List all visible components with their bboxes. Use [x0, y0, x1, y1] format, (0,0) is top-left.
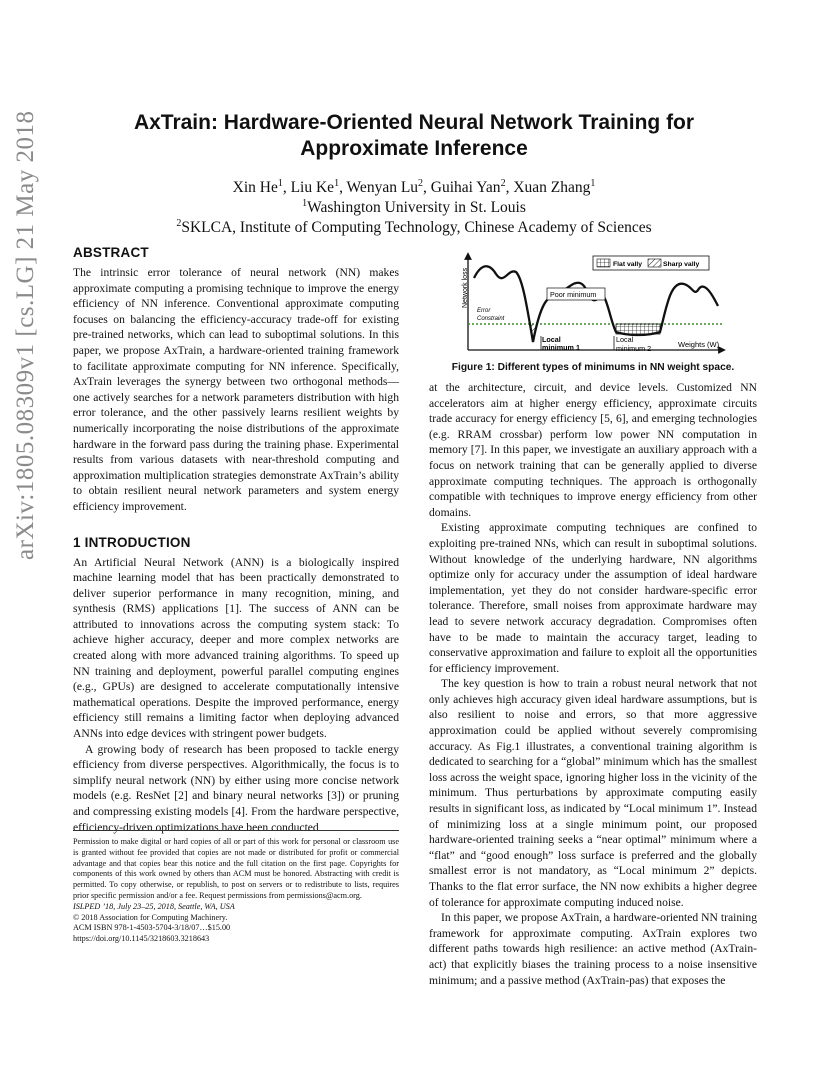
error-constraint-label-2: Constraint [477, 316, 505, 322]
author-affiliation-mark: 1 [334, 177, 340, 189]
figure-1 [460, 250, 730, 358]
sharp-valley-swatch [648, 259, 661, 267]
author-name: Xin He [232, 179, 278, 196]
right-column [429, 380, 757, 988]
author-affiliation-mark: 1 [277, 177, 283, 189]
flat-valley-hatch [616, 324, 660, 334]
x-axis-label: Weights (W) [678, 340, 720, 349]
y-axis-label: Network loss [462, 267, 469, 308]
right-paragraph-1: Existing approximate computing techniques are confined to exploiting pre-trained NNs, which can result in suboptimal solutions. Without knowledge of the underlying hardware, NN algorithms optimize only for accuracy under the assumption of ideal hardware implementation, yet they do not consider hardware-specific error tolerance. Therefore, small noises from approximate hardware may lead to severe network accuracy degradation. Compromises often have to be made to maintain the accuracy target, leading to conservative approximation and failure to exploit all the opportunities for efficiency improvement. [429, 521, 757, 675]
loss-curve [474, 266, 718, 342]
author-affiliation-mark: 2 [500, 177, 506, 189]
author-affiliation-mark: 1 [590, 177, 596, 189]
abstract-text: The intrinsic error tolerance of neural network (NN) makes approximate computing a promising technique to improve the energy efficiency of NN inference. Conventional approximate computing focuses on balancing the efficiency-accuracy trade-off for existing pre-trained networks, which can lead to suboptimal solutions. In this paper, we propose AxTrain, a hardware-oriented training framework to facilitate approximate computing for NN inference. Specifically, AxTrain leverages the synergy between two orthogonal methods—one actively searches for a network parameters distribution with high error tolerance, and the other passively learns resilient weights by numerically incorporating the noise distributions of the approximate hardware in the forward pass during the training phase. Experimental results from various datasets with near-threshold computing and approximation multiplication strategies demonstrate AxTrain’s ability to obtain resilient neural network parameters and system energy efficiency improvement. [73, 266, 399, 513]
left-column [73, 245, 399, 835]
footnote-rule [73, 830, 399, 831]
abstract-heading: ABSTRACT [73, 245, 149, 260]
right-paragraph-continuation: at the architecture, circuit, and device levels. Customized NN accelerators aim at higher energy efficiency, approximate circuits trade accuracy for energy efficiency [5, 6], and emerging technologies (e.g. RRAM crossbar) perform low power NN computation in memory [7]. In this paper, we investigate an auxiliary approach with a focus on network training that can be generally applied to diverse approximate computing techniques. The approach is orthogonally compatible with techniques to improve energy efficiency from other domains. [429, 381, 757, 519]
error-constraint-label-1: Error [477, 308, 491, 314]
local-minimum-1-label-a: Local [542, 335, 561, 344]
arxiv-identifier: arXiv:1805.08309v1 [cs.LG] 21 May 2018 [12, 110, 39, 560]
author-block [90, 178, 738, 238]
affiliation-2: $^2$SKLCA, Institute of Computing Technology, Chinese Academy of Sciences [176, 217, 652, 236]
title-line-2: Approximate Inference [300, 137, 528, 160]
permission-text: Permission to make digital or hard copies of all or part of this work for personal or classroom use is granted without fee provided that copies are not made or distributed for profit or commercial advantage and that copies bear this notice and the full citation on the first page. Copyrights for components of this work owned by others than ACM must be honored. Abstracting with credit is permitted. To copy otherwise, or republish, to post on servers or to redistribute to lists, requires prior specific permission and/or a fee. Request permissions from permissions@acm.org. [73, 837, 399, 900]
author-name: Liu Ke [290, 179, 335, 196]
introduction-heading: 1 INTRODUCTION [73, 534, 191, 550]
intro-paragraph-2: A growing body of research has been proposed to tackle energy efficiency from diverse perspectives. Algorithmically, the focus is to simplify neural network (NN) by either using more concise network models (e.g. ResNet [2] and binary neural networks [3]) or pruning and compressing existing models [4]. From the hardware perspective, efficiency-driven optimizations have been conducted [73, 742, 399, 834]
right-paragraph-3: In this paper, we propose AxTrain, a hardware-oriented NN training framework for approximate computing. AxTrain explores two different paths towards high resilience: an active method (AxTrain-act) that explicitly biases the training process to a noise insensitive minimum; and a passive method (AxTrain-pas) that exposes the [429, 911, 757, 987]
legend-flat-label: Flat vally [613, 261, 643, 268]
conference-info: ISLPED ’18, July 23–25, 2018, Seattle, WA, USA [73, 901, 235, 911]
copyright-line: © 2018 Association for Computing Machinery. [73, 912, 228, 922]
paper-title [90, 110, 738, 162]
author-affiliation-mark: 2 [418, 177, 424, 189]
loss-landscape-diagram [460, 250, 730, 358]
intro-paragraph-1: An Artificial Neural Network (ANN) is a biologically inspired machine learning model that has been practically demonstrated to deliver superior performance in many recognition, mining, and synthesis (RMS) applications [1]. The success of ANN can be attributed to innovations across the computing system stack: To achieve higher accuracy, deeper and more complex networks are created along with more advanced training algorithms. To speed up NN training and deployment, powerful parallel computing engines (e.g., GPUs) are designed to accelerate computationally intensive mathematical operations. Despite the improved performance, energy efficiency still remains a limiting factor when deploying advanced ANNs into edge devices with stringent power budgets. [73, 555, 399, 741]
isbn-line: ACM ISBN 978-1-4503-5704-3/18/07…$15.00 [73, 923, 231, 933]
author-name: Guihai Yan [430, 179, 501, 196]
right-paragraph-2: The key question is how to train a robust neural network that not only achieves high accuracy given ideal hardware assumptions, but is also resilient to noise and errors, so that more aggressive approximation could be applied without severely compromising accuracy. As Fig.1 illustrates, a conventional training algorithm is dedicated to searching for a “global” minimum which has the smallest loss across the weight space, ignoring higher loss in the vicinity of the minimum. Thus perturbations by approximate computing easily results in significant loss, as indicated by “Local minimum 1”. Instead of minimizing loss at a single minimum point, our proposed hardware-oriented training seeks a “near optimal” minimum where a “flat” and “good enough” loss surface is preferred and the globally smallest error is not mandatory, as “Local minimum 2” depicts. Thanks to the flat error surface, the NN now exhibits a higher degree of tolerance for approximate computing induced noise. [429, 677, 757, 909]
author-name: Wenyan Lu [346, 179, 419, 196]
author-name: Xuan Zhang [513, 179, 591, 196]
doi-link[interactable]: https://doi.org/10.1145/3218603.3218643 [73, 934, 210, 944]
poor-minimum-label: Poor minimum [550, 290, 597, 299]
author-list: Xin He$^1$, Liu Ke$^1$, Wenyan Lu$^2$, Guihai Yan$^2$, Xuan Zhang$^1$ [232, 177, 596, 196]
legend-sharp-label: Sharp vally [663, 261, 700, 268]
permission-footnote [73, 830, 399, 945]
affiliation-1: $^1$Washington University in St. Louis [302, 197, 526, 216]
flat-valley-swatch [597, 259, 610, 267]
local-minimum-2-label-a: Local [616, 335, 634, 344]
title-line-1: AxTrain: Hardware-Oriented Neural Network Training for [133, 111, 695, 134]
figure-caption: Figure 1: Different types of minimums in NN weight space. [451, 362, 735, 373]
local-minimum-2-label-b: minimum 2 [616, 344, 652, 353]
local-minimum-1-label-b: minimum 1 [542, 343, 580, 352]
